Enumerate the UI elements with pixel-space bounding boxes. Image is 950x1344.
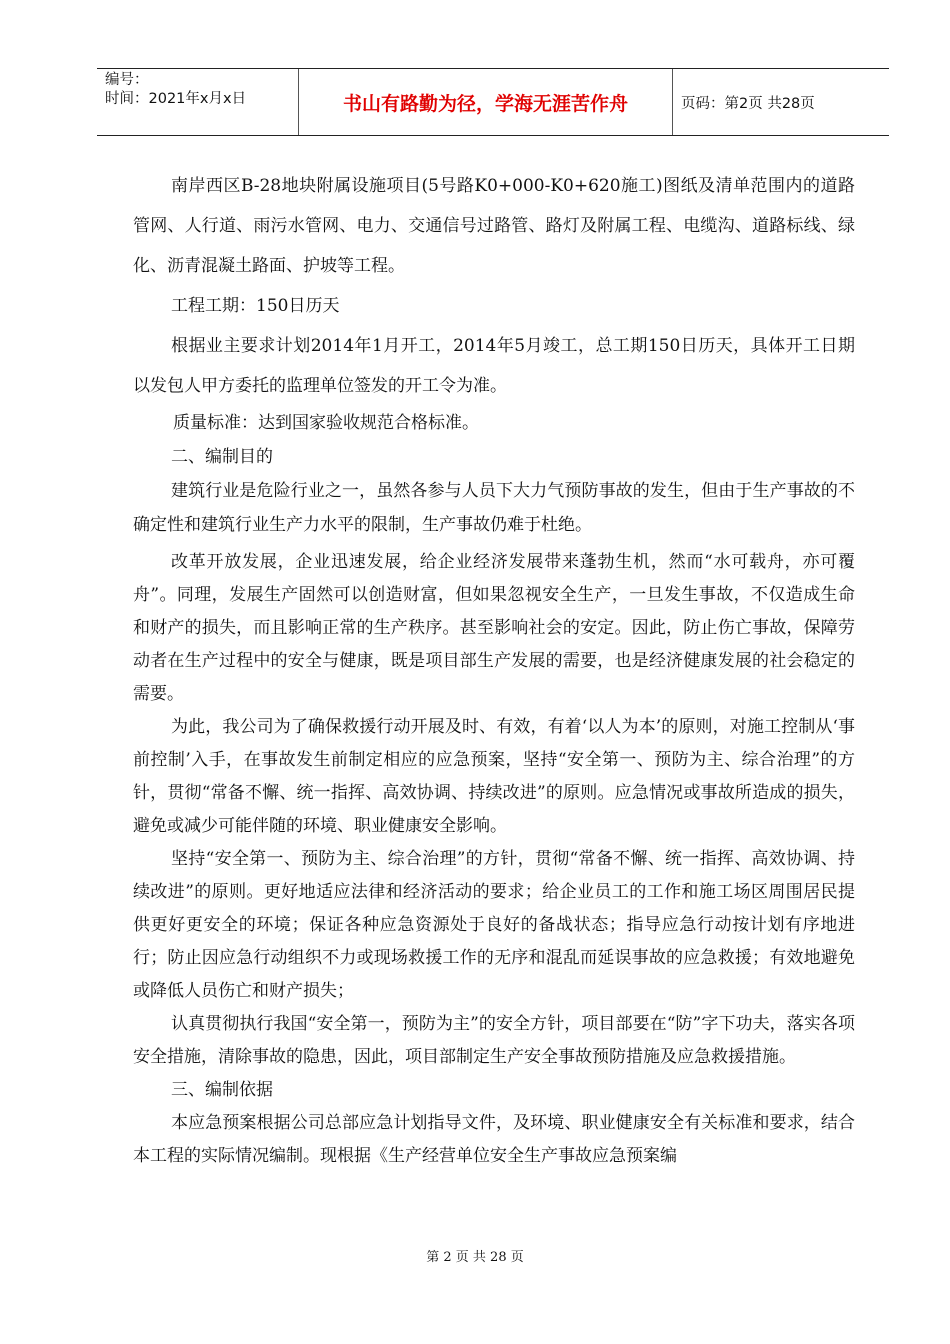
header-page-info: 页码：第2页 共28页 — [681, 95, 815, 112]
paragraph-schedule: 根据业主要求计划2014年1月开工，2014年5月竣工，总工期150日历天，具体开工日期以发包人甲方委托的监理单位签发的开工令为准。 — [133, 336, 855, 396]
time-label: 时间：2021年x月x日 — [105, 91, 247, 107]
page-footer: 第 2 页 共 28 页 — [426, 1250, 524, 1265]
paragraph-purpose-2: 改革开放发展，企业迅速发展，给企业经济发展带来蓬勃生机，然而“水可载舟，亦可覆舟”。同理，发展生产固然可以创造财富，但如果忽视安全生产，一旦发生事故，不仅造成生命和财产的损失，而且影响正常的生产秩序。甚至影响社会的安定。因此，防止伤亡事故，保障劳动者在生产过程中的安全与健康，既是项目部生产发展的需要，也是经济健康发展的社会稳定的需要。 — [133, 552, 855, 704]
paragraph-quality: 质量标准：达到国家验收规范合格标准。 — [173, 413, 479, 433]
header-motto: 书山有路勤为径，学海无涯苦作舟 — [299, 69, 673, 135]
paragraph-purpose-1: 建筑行业是危险行业之一，虽然各参与人员下大力气预防事故的发生，但由于生产事故的不确定性和建筑行业生产力水平的限制，生产事故仍难于杜绝。 — [133, 481, 855, 535]
section-heading-basis: 三、编制依据 — [171, 1080, 273, 1100]
paragraph-purpose-4: 坚持“安全第一、预防为主、综合治理”的方针，贯彻“常备不懈、统一指挥、高效协调、持续改进”的原则。更好地适应法律和经济活动的要求；给企业员工的工作和施工场区周围居民提供更好更安全的环境；保证各种应急资源处于良好的备战状态；指导应急行动按计划有序地进行；防止因应急行动组织不力或现场救援工作的无序和混乱而延误事故的应急救援；有效地避免或降低人员伤亡和财产损失； — [133, 849, 855, 1001]
document-body — [133, 166, 855, 1173]
paragraph-duration: 工程工期：150日历天 — [171, 296, 340, 316]
paragraph-purpose-5: 认真贯彻执行我国“安全第一，预防为主”的安全方针，项目部要在“防”字下功夫，落实各项安全措施，清除事故的隐患，因此，项目部制定生产安全事故预防措施及应急救援措施。 — [133, 1014, 855, 1067]
section-heading-purpose: 二、编制目的 — [171, 447, 273, 467]
page-header — [97, 68, 889, 136]
paragraph-scope: 南岸西区B-28地块附属设施项目(5号路K0+000-K0+620施工)图纸及清单范围内的道路管网、人行道、雨污水管网、电力、交通信号过路管、路灯及附属工程、电缆沟、道路标线、绿化、沥青混凝土路面、护坡等工程。 — [133, 176, 855, 276]
code-label: 编号： — [105, 72, 149, 88]
paragraph-purpose-3: 为此，我公司为了确保救援行动开展及时、有效，有着‘以人为本’的原则，对施工控制从‘事前控制’入手，在事故发生前制定相应的应急预案，坚持“安全第一、预防为主、综合治理”的方针，贯彻“常备不懈、统一指挥、高效协调、持续改进”的原则。应急情况或事故所造成的损失，避免或减少可能伴随的环境、职业健康安全影响。 — [133, 717, 855, 836]
header-meta-cell — [97, 69, 299, 135]
paragraph-basis-1: 本应急预案根据公司总部应急计划指导文件，及环境、职业健康安全有关标准和要求，结合本工程的实际情况编制。现根据《生产经营单位安全生产事故应急预案编 — [133, 1113, 855, 1166]
